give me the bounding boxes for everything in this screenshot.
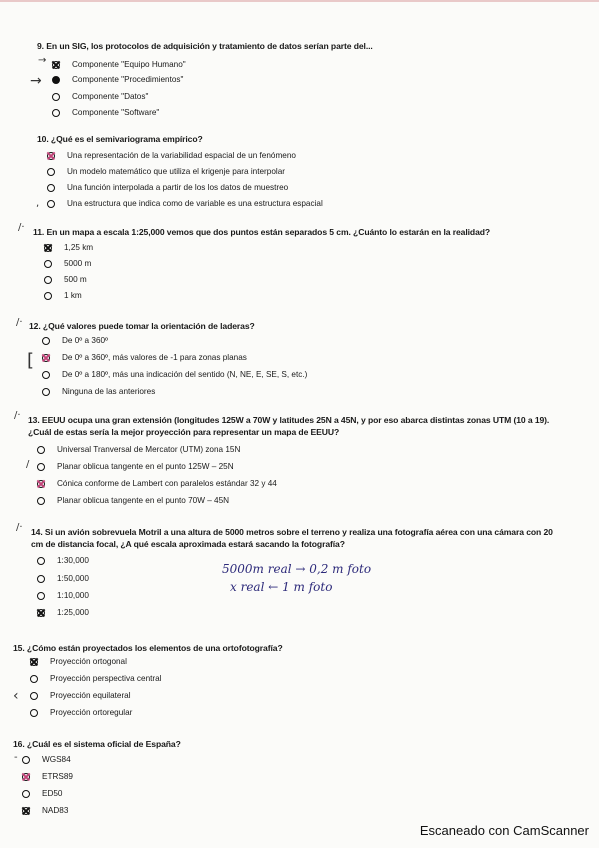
arrow-mark: →: [30, 73, 42, 89]
question-text: 14. Si un avión sobrevuela Motril a una altura de 5000 metros sobre el terreno y realiza una fotografía aérea con una cámara con 20 cm de distancia focal, ¿A qué escala aproximada estará sacando la fotografía?: [31, 527, 553, 549]
option[interactable]: 500 m: [44, 275, 87, 285]
question-text: 16. ¿Cuál es el sistema oficial de España?: [13, 739, 181, 749]
bubble[interactable]: [44, 260, 52, 268]
question-text: 12. ¿Qué valores puede tomar la orientación de laderas?: [29, 321, 255, 331]
option[interactable]: 1:30,000: [37, 556, 89, 566]
bubble[interactable]: [37, 557, 45, 565]
bubble[interactable]: [37, 592, 45, 600]
bubble[interactable]: [47, 200, 55, 208]
option[interactable]: WGS84: [22, 755, 71, 765]
option[interactable]: ETRS89: [22, 772, 73, 782]
question-text: 11. En un mapa a escala 1:25,000 vemos que dos puntos están separados 5 cm. ¿Cuánto lo estarán en la realidad?: [33, 227, 491, 237]
pencil-mark: /·: [16, 317, 23, 328]
option[interactable]: Un modelo matemático que utiliza el krigenje para interpolar: [47, 167, 285, 177]
option[interactable]: De 0º a 180º, más una indicación del sentido (N, NE, E, SE, S, etc.): [42, 370, 307, 380]
option[interactable]: Planar oblicua tangente en el punto 70W – 45N: [37, 496, 229, 506]
option[interactable]: 1,25 km: [44, 243, 93, 253]
scan-edge: [0, 0, 599, 2]
bubble[interactable]: [30, 675, 38, 683]
bubble[interactable]: [42, 337, 50, 345]
crossed-bubble[interactable]: [47, 152, 55, 160]
crossed-bubble[interactable]: [30, 658, 38, 666]
bubble[interactable]: [47, 168, 55, 176]
option[interactable]: ED50: [22, 789, 62, 799]
pencil-mark: /·: [18, 222, 25, 233]
option[interactable]: Componente "Procedimientos": [52, 75, 183, 85]
pencil-mark: /·: [16, 522, 23, 533]
bubble[interactable]: [37, 575, 45, 583]
bubble[interactable]: [30, 692, 38, 700]
handwritten-note: 5000m real → 0,2 m foto: [222, 562, 372, 576]
option[interactable]: NAD83: [22, 806, 68, 816]
crossed-bubble[interactable]: [44, 244, 52, 252]
bubble[interactable]: [22, 790, 30, 798]
option[interactable]: 1:25,000: [37, 608, 89, 618]
option[interactable]: 1:10,000: [37, 591, 89, 601]
crossed-bubble[interactable]: [22, 807, 30, 815]
pencil-mark: ,: [36, 198, 40, 209]
bubble[interactable]: [37, 497, 45, 505]
bubble[interactable]: [22, 756, 30, 764]
bubble[interactable]: [37, 446, 45, 454]
bubble[interactable]: [37, 463, 45, 471]
handwritten-note: x real ← 1 m foto: [230, 580, 333, 594]
bubble[interactable]: [42, 371, 50, 379]
bubble[interactable]: [30, 709, 38, 717]
crossed-bubble[interactable]: [37, 609, 45, 617]
option[interactable]: Una estructura que indica como de variable es una estructura espacial: [47, 199, 323, 209]
option[interactable]: Proyección ortoregular: [30, 708, 132, 718]
option[interactable]: Una representación de la variabilidad espacial de un fenómeno: [47, 151, 296, 161]
question-text: 15. ¿Cómo están proyectados los elementos de una ortofotografía?: [13, 643, 283, 653]
bubble[interactable]: [52, 109, 60, 117]
bubble[interactable]: [44, 292, 52, 300]
option[interactable]: 5000 m: [44, 259, 91, 269]
option[interactable]: Una función interpolada a partir de los los datos de muestreo: [47, 183, 288, 193]
option[interactable]: Cónica conforme de Lambert con paralelos estándar 32 y 44: [37, 479, 277, 489]
option[interactable]: Componente "Software": [52, 108, 159, 118]
pencil-mark: /·: [14, 410, 21, 421]
option[interactable]: Componente "Datos": [52, 92, 148, 102]
bubble[interactable]: [47, 184, 55, 192]
bubble[interactable]: [44, 276, 52, 284]
option[interactable]: Proyección equilateral: [30, 691, 131, 701]
question-text: 9. En un SIG, los protocolos de adquisición y tratamiento de datos serían parte del...: [37, 41, 373, 51]
option[interactable]: De 0º a 360º: [42, 336, 108, 346]
crossed-bubble[interactable]: [22, 773, 30, 781]
option[interactable]: 1 km: [44, 291, 82, 301]
option[interactable]: Universal Tranversal de Mercator (UTM) zona 15N: [37, 445, 240, 455]
pencil-mark: ‹: [13, 688, 19, 704]
option[interactable]: 1:50,000: [37, 574, 89, 584]
crossed-bubble[interactable]: [37, 480, 45, 488]
scanner-watermark: Escaneado con CamScanner: [419, 823, 589, 838]
crossed-bubble[interactable]: [42, 354, 50, 362]
question-text: 13. EEUU ocupa una gran extensión (longitudes 125W a 70W y latitudes 25N a 45N, y por eso abarca distintas zonas UTM (10 a 19). ¿Cuál de estas sería la mejor proyección para representar un mapa de EEUU?: [28, 415, 550, 437]
option[interactable]: Planar oblicua tangente en el punto 125W – 25N: [37, 462, 234, 472]
bubble[interactable]: [52, 93, 60, 101]
filled-bubble[interactable]: [52, 76, 60, 84]
bubble[interactable]: [42, 388, 50, 396]
pencil-mark: →: [38, 55, 47, 66]
option[interactable]: Proyección ortogonal: [30, 657, 127, 667]
question-text: 10. ¿Qué es el semivariograma empírico?: [37, 134, 203, 144]
option[interactable]: Proyección perspectiva central: [30, 674, 162, 684]
pencil-mark: -: [14, 752, 18, 763]
crossed-bubble[interactable]: [52, 61, 60, 69]
bracket-mark: [: [27, 350, 35, 371]
option[interactable]: Ninguna de las anteriores: [42, 387, 155, 397]
option[interactable]: Componente "Equipo Humano": [52, 60, 186, 70]
option[interactable]: De 0º a 360º, más valores de -1 para zonas planas: [42, 353, 247, 363]
pencil-mark: /: [26, 459, 30, 470]
